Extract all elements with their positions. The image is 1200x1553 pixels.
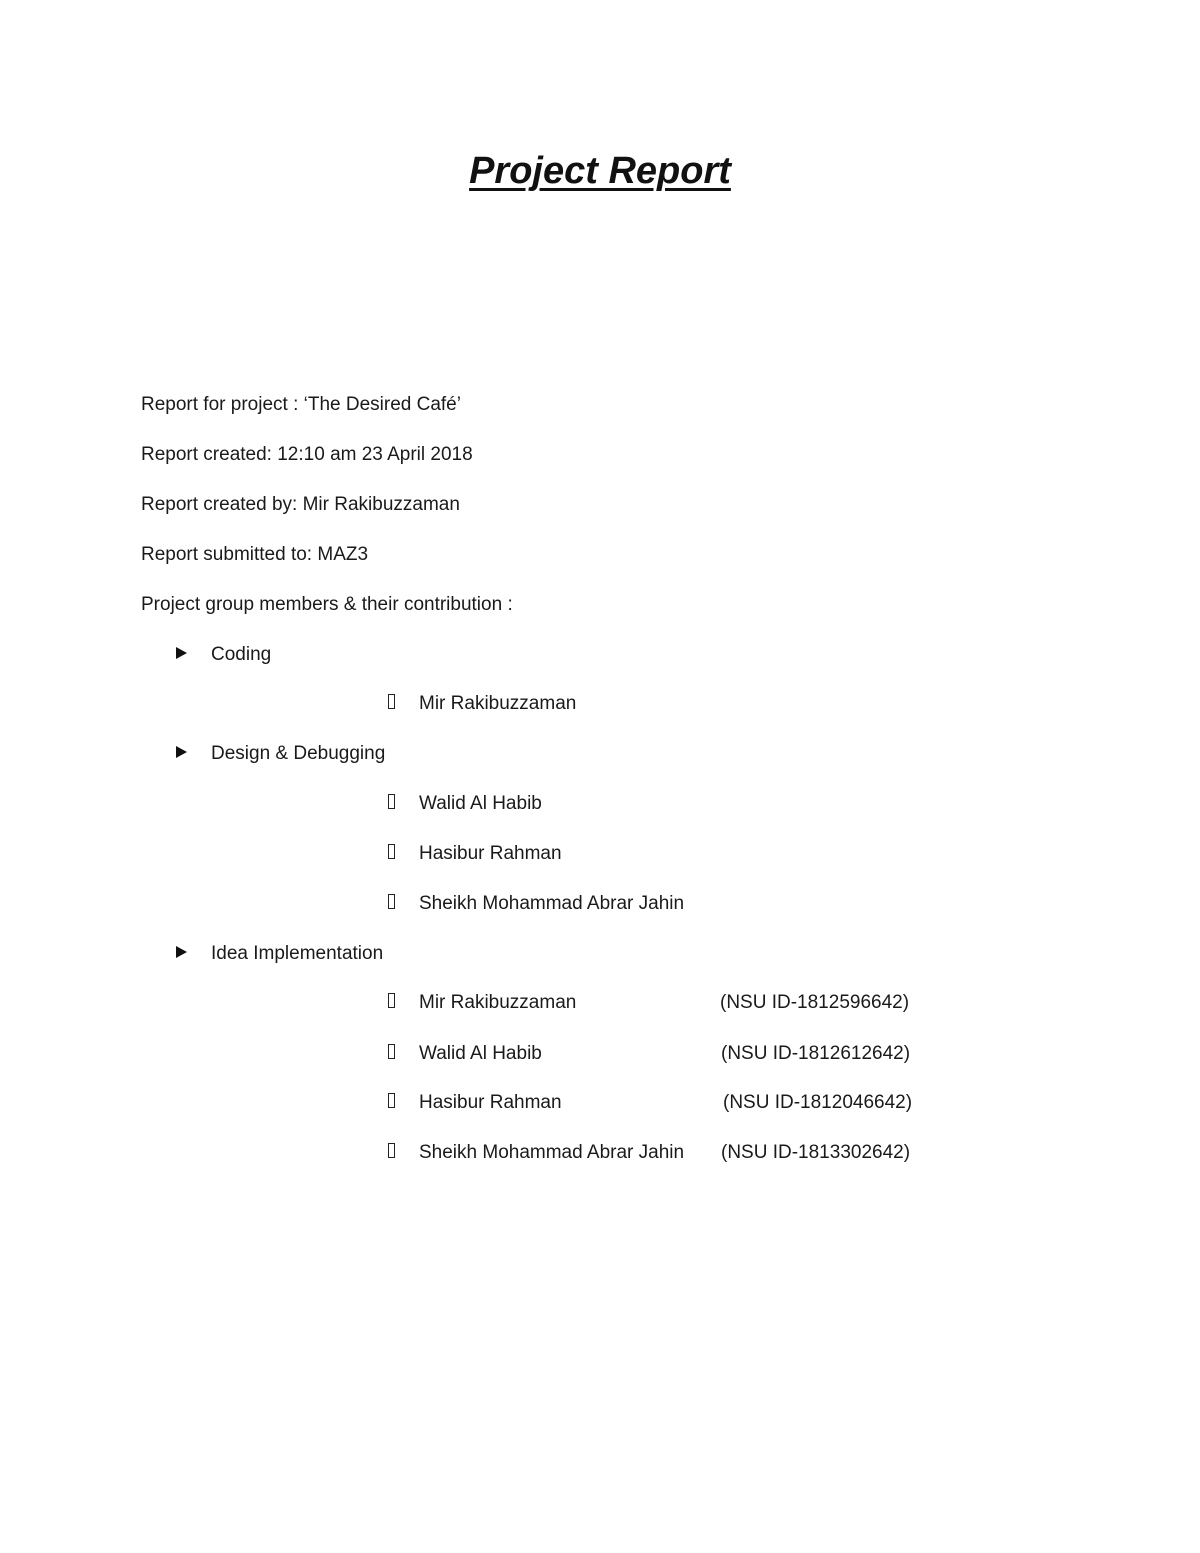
member-name: Sheikh Mohammad Abrar Jahin — [419, 1142, 685, 1163]
missing-glyph-bullet-icon — [388, 993, 395, 1008]
missing-glyph-bullet-icon — [388, 894, 395, 909]
member-name: Sheikh Mohammad Abrar Jahin — [419, 893, 685, 914]
missing-glyph-bullet-icon — [388, 844, 395, 859]
section-coding — [176, 642, 271, 668]
member-nsu-id: (NSU ID-1812612642) — [721, 1043, 911, 1064]
list-item — [388, 841, 562, 867]
missing-glyph-bullet-icon — [388, 1143, 395, 1158]
section-label: Coding — [211, 644, 272, 665]
member-name: Hasibur Rahman — [419, 1092, 562, 1113]
section-design-debugging — [176, 741, 385, 767]
missing-glyph-bullet-icon — [388, 794, 395, 809]
report-created-by-line: Report created by: Mir Rakibuzzaman — [141, 494, 460, 515]
list-item — [388, 791, 542, 817]
arrow-bullet-icon — [176, 647, 187, 659]
member-name: Mir Rakibuzzaman — [419, 693, 577, 714]
list-item — [388, 891, 684, 917]
members-heading: Project group members & their contribution : — [141, 594, 513, 615]
arrow-bullet-icon — [176, 746, 187, 758]
report-submitted-to-line: Report submitted to: MAZ3 — [141, 544, 369, 565]
list-item — [388, 691, 576, 717]
list-item — [388, 1090, 562, 1116]
missing-glyph-bullet-icon — [388, 1093, 395, 1108]
missing-glyph-bullet-icon — [388, 694, 395, 709]
member-nsu-id: (NSU ID-1812596642) — [720, 992, 910, 1013]
member-name: Walid Al Habib — [419, 793, 542, 814]
list-item — [388, 1140, 684, 1166]
member-name: Walid Al Habib — [419, 1043, 542, 1064]
section-label: Idea Implementation — [211, 943, 384, 964]
member-nsu-id: (NSU ID-1813302642) — [721, 1142, 911, 1163]
member-name: Hasibur Rahman — [419, 843, 562, 864]
member-nsu-id: (NSU ID-1812046642) — [723, 1092, 913, 1113]
arrow-bullet-icon — [176, 946, 187, 958]
project-name-line: Report for project : ‘The Desired Café’ — [141, 394, 461, 415]
list-item — [388, 990, 576, 1016]
member-name: Mir Rakibuzzaman — [419, 992, 577, 1013]
section-label: Design & Debugging — [211, 743, 386, 764]
list-item — [388, 1041, 542, 1067]
report-created-line: Report created: 12:10 am 23 April 2018 — [141, 444, 473, 465]
missing-glyph-bullet-icon — [388, 1044, 395, 1059]
section-idea-implementation — [176, 941, 383, 967]
page-title: Project Report — [469, 150, 731, 192]
